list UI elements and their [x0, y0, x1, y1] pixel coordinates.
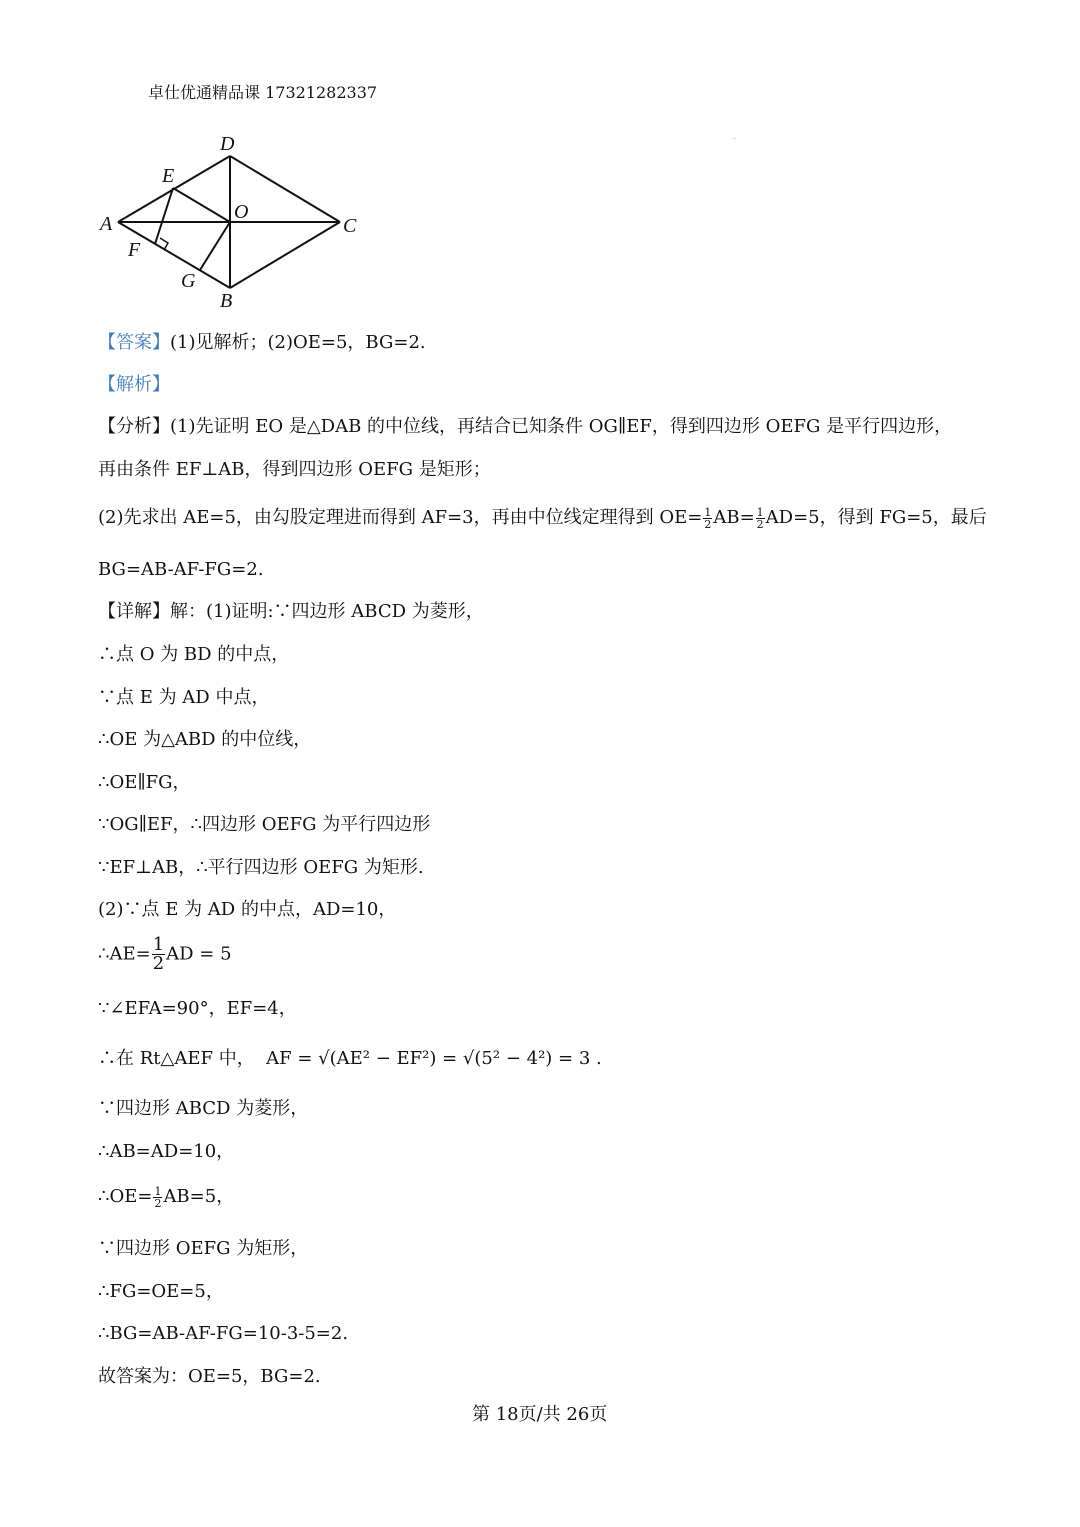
- segment-cb: [230, 222, 340, 288]
- answer-tag: 【答案】: [98, 332, 170, 353]
- label-d: D: [220, 133, 235, 155]
- detail-line-2: ∴点 O 为 BD 的中点，: [98, 644, 290, 665]
- fraction-half: $\frac{1}{2}$: [756, 505, 764, 531]
- segment-eo: [173, 188, 230, 222]
- detail-line-18: 故答案为：OE=5，BG=2.: [98, 1366, 321, 1387]
- fraction-half-large: $\frac{1}{2}$: [152, 934, 165, 974]
- label-o: O: [234, 201, 249, 223]
- detail-line-11: ∴在 Rt△AEF 中， AF = √(AE² − EF²) = √(5² − 4²) = 3 .: [98, 1048, 602, 1069]
- fraction-half: $\frac{1}{2}$: [704, 505, 712, 531]
- fraction-half: $\frac{1}{2}$: [154, 1184, 162, 1210]
- label-b: B: [220, 290, 233, 312]
- detail-line-6: ∵OG∥EF，∴四边形 OEFG 为平行四边形: [98, 814, 431, 835]
- page-footer: 第 18页/共 26页: [472, 1404, 608, 1425]
- answer-text: (1)见解析；(2)OE=5，BG=2.: [170, 332, 426, 353]
- detail-line-3: ∵点 E 为 AD 中点，: [98, 687, 270, 708]
- page-header: 卓仕优通精品课 17321282337: [148, 83, 378, 102]
- analysis-subtag: 【分析】: [98, 416, 170, 437]
- stray-dot: .: [733, 132, 736, 141]
- detail-line-12: ∵四边形 ABCD 为菱形，: [98, 1098, 309, 1119]
- analysis-line-4: BG=AB-AF-FG=2.: [98, 559, 264, 580]
- detail-line-16: ∴FG=OE=5，: [98, 1281, 224, 1302]
- label-e: E: [162, 165, 175, 187]
- segment-og: [200, 222, 230, 270]
- detail-line-14: ∴OE= $\frac{1}{2}$ AB=5，: [98, 1184, 235, 1210]
- sqrt-formula: AF = √(AE² − EF²) = √(5² − 4²) = 3 .: [266, 1048, 602, 1069]
- detail-line-17: ∴BG=AB-AF-FG=10-3-5=2.: [98, 1323, 349, 1344]
- detail-line-15: ∵四边形 OEFG 为矩形，: [98, 1238, 309, 1259]
- analysis-line-2: 再由条件 EF⊥AB，得到四边形 OEFG 是矩形；: [98, 459, 491, 480]
- figure-lines: [118, 156, 340, 288]
- label-f: F: [128, 239, 141, 261]
- detail-line-7: ∵EF⊥AB，∴平行四边形 OEFG 为矩形.: [98, 857, 424, 878]
- detail-line-9: ∴AE= $\frac{1}{2}$ AD = 5: [98, 934, 232, 974]
- detail-tag: 【详解】: [98, 601, 170, 622]
- analysis-p1: (1)先证明 EO 是△DAB 的中位线，再结合已知条件 OG∥EF，得到四边形 OEFG 是平行四边形，: [170, 416, 953, 437]
- analysis-line-1: [98, 414, 952, 440]
- detail-line-10: ∵∠EFA=90°，EF=4，: [98, 998, 297, 1019]
- label-g: G: [181, 270, 196, 292]
- label-c: C: [343, 215, 357, 237]
- analysis-p3b: AB=: [713, 507, 755, 528]
- analysis-p3c: AD=5，得到 FG=5，最后: [765, 507, 987, 528]
- analysis-tag: 【解析】: [98, 374, 170, 395]
- answer-line: [98, 330, 426, 356]
- detail-line-1: 【详解】解：(1)证明:∵四边形 ABCD 为菱形，: [98, 601, 484, 622]
- analysis-line-3: [98, 505, 987, 531]
- detail-line-5: ∴OE∥FG，: [98, 772, 191, 793]
- rhombus-figure: [96, 128, 376, 318]
- detail-line-4: ∴OE 为△ABD 的中位线，: [98, 729, 312, 750]
- analysis-p3a: (2)先求出 AE=5，由勾股定理进而得到 AF=3，再由中位线定理得到 OE=: [98, 507, 703, 528]
- detail-line-13: ∴AB=AD=10，: [98, 1141, 235, 1162]
- detail-line-8: (2)∵点 E 为 AD 的中点，AD=10，: [98, 899, 397, 920]
- label-a: A: [100, 213, 113, 235]
- segment-ef: [155, 188, 173, 244]
